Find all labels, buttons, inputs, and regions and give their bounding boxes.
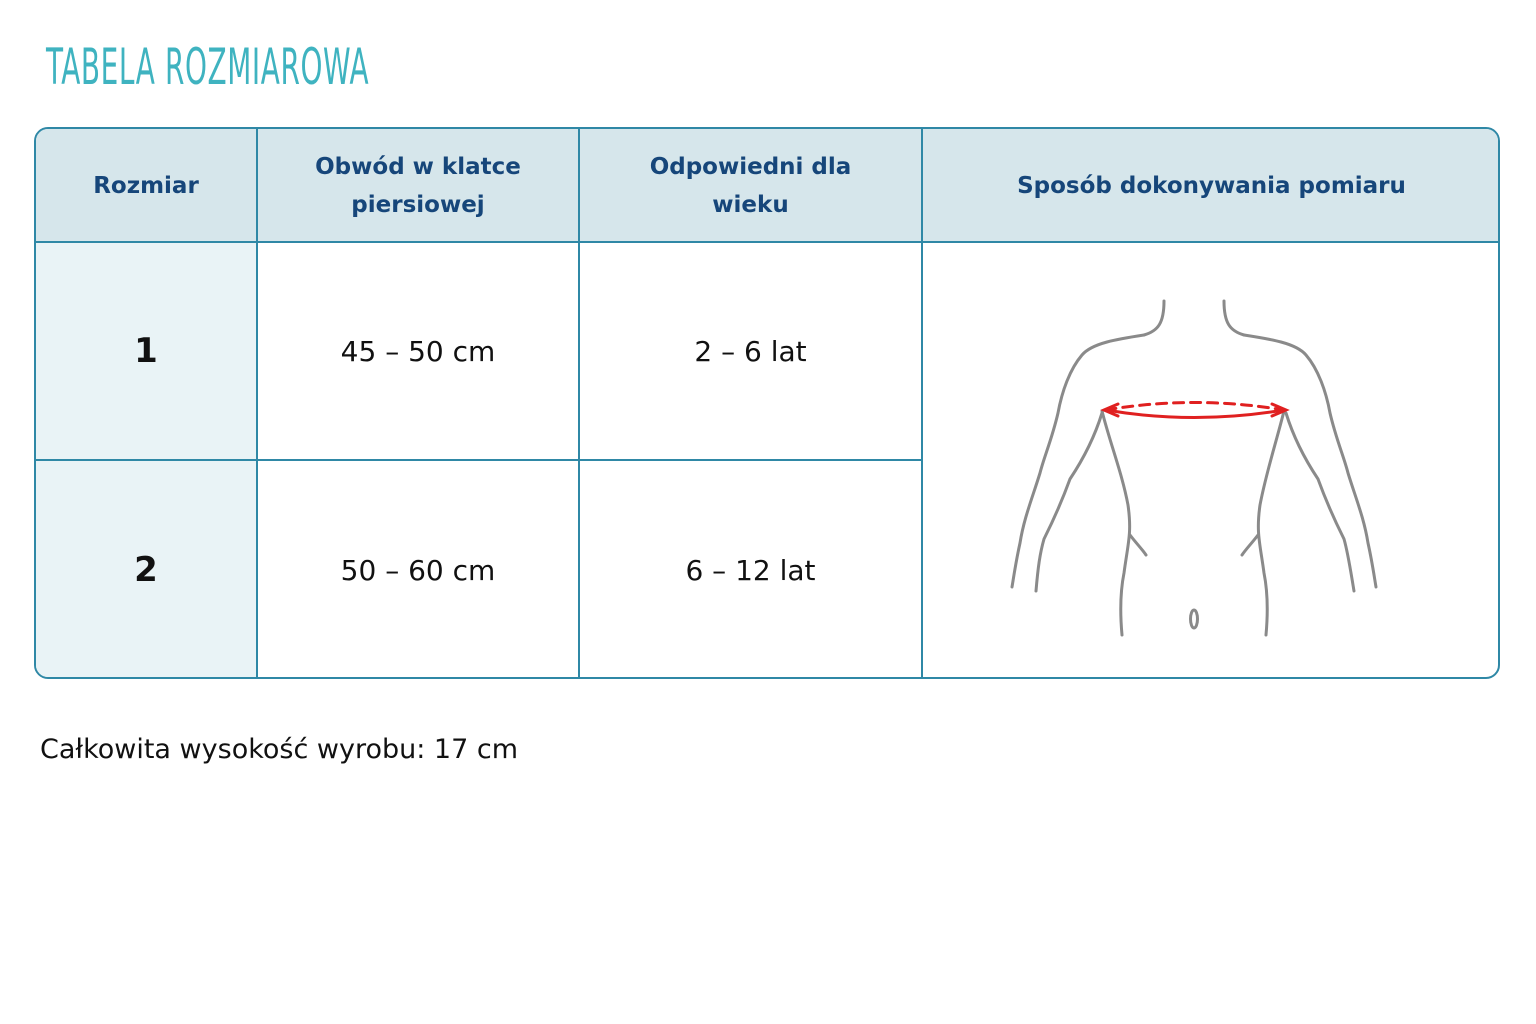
size-table: [34, 127, 1500, 679]
header-size: Rozmiar: [93, 173, 199, 199]
total-height-note: Całkowita wysokość wyrobu: 17 cm: [40, 734, 518, 765]
header-measurement-method: Sposób dokonywania pomiaru: [1017, 173, 1406, 199]
header-age: Odpowiedni dla wieku: [649, 154, 852, 218]
row1-age: 2 – 6 lat: [694, 334, 807, 368]
row1-size: 1: [134, 331, 158, 371]
page-title: TABELA ROZMIAROWA: [46, 38, 370, 96]
chest-measurement-torso-icon: [922, 243, 1500, 679]
row2-chest: 50 – 60 cm: [340, 553, 496, 587]
row2-age: 6 – 12 lat: [685, 553, 816, 587]
row2-size: 2: [134, 550, 158, 590]
header-chest-circumference: Obwód w klatce piersiowej: [315, 154, 521, 218]
row1-chest: 45 – 50 cm: [340, 334, 496, 368]
